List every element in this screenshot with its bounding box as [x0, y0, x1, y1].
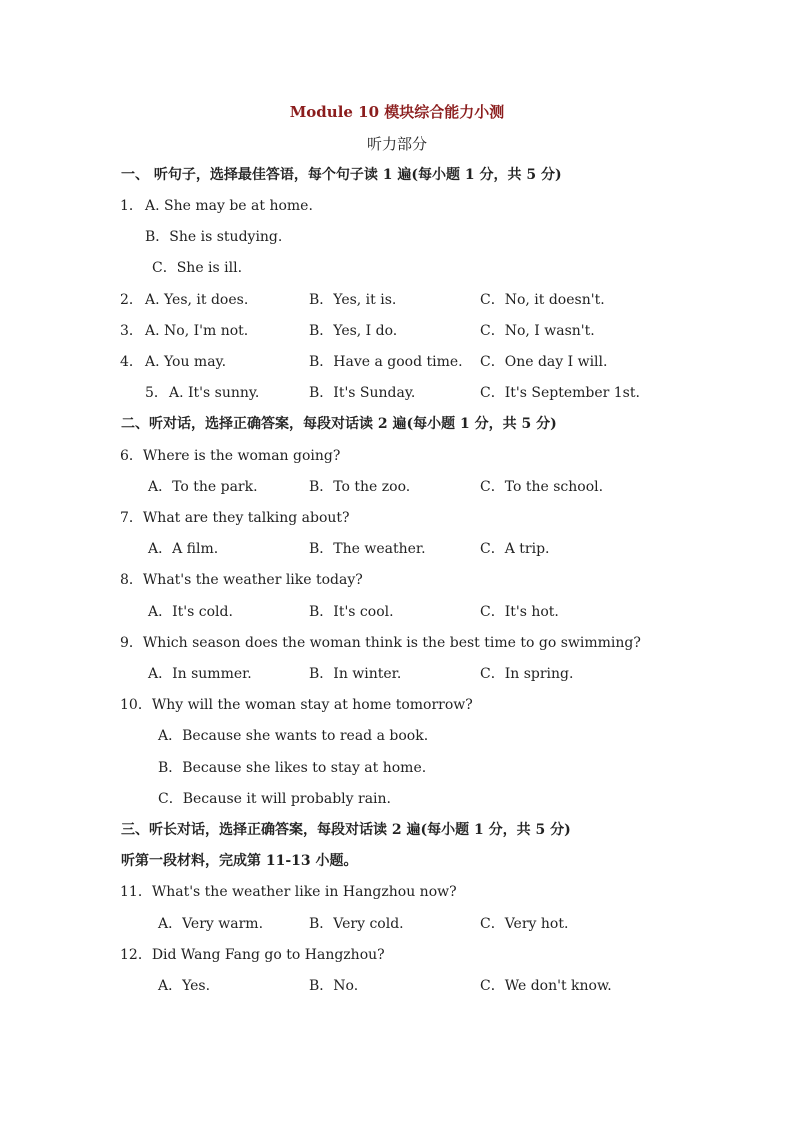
option-c: C．It's September 1st. [480, 385, 640, 401]
option-a: A. You may. [145, 354, 227, 370]
question-number: 2． [120, 292, 143, 308]
option-a: A. No, I'm not. [145, 323, 249, 339]
option-a: A. Yes, it does. [145, 292, 249, 308]
option-b: B．Have a good time. [309, 354, 463, 370]
question-6-stem: 6．Where is the woman going? [120, 448, 341, 464]
question-7-stem: 7．What are they talking about? [120, 510, 350, 526]
option-c: C．It's hot. [480, 604, 559, 620]
question-8-stem: 8．What's the weather like today? [120, 572, 363, 588]
option-b: B．It's Sunday. [309, 385, 416, 401]
section-3-note: 听第一段材料，完成第 11-13 小题。 [121, 853, 358, 869]
question-number: 1． [120, 198, 143, 214]
option-c: C．In spring. [480, 666, 574, 682]
option-c: C．To the school. [480, 479, 604, 495]
option-a: A. It's sunny. [169, 385, 260, 401]
option-a: A．Very warm. [158, 916, 264, 932]
option-c: C．One day I will. [480, 354, 608, 370]
option-a: A．It's cold. [148, 604, 233, 620]
option-a: A．To the park. [148, 479, 258, 495]
question-9-stem: 9．Which season does the woman think is the best time to go swimming? [120, 635, 641, 651]
page-subtitle: 听力部分 [366, 135, 427, 153]
question-number: 3． [120, 323, 143, 339]
option-c: C．No, I wasn't. [480, 323, 595, 339]
question-10-option-c: C．Because it will probably rain. [158, 791, 392, 807]
option-c: C．We don't know. [480, 978, 612, 994]
option-b: B．In winter. [309, 666, 402, 682]
option-b: B．Yes, I do. [309, 323, 398, 339]
option-c: C．Very hot. [480, 916, 569, 932]
section-2-heading: 二、听对话，选择正确答案，每段对话读 2 遍(每小题 1 分，共 5 分) [121, 416, 557, 432]
section-1-heading: 一、 听句子，选择最佳答语，每个句子读 1 遍(每小题 1 分，共 5 分) [121, 167, 562, 183]
option-a: A．In summer. [148, 666, 252, 682]
page-title: Module 10 模块综合能力小测 [289, 103, 505, 121]
option-b: B．To the zoo. [309, 479, 411, 495]
option-b: B．The weather. [309, 541, 426, 557]
question-11-stem: 11．What's the weather like in Hangzhou now? [120, 884, 457, 900]
question-number: 4． [120, 354, 143, 370]
question-number: 5． [145, 385, 168, 401]
question-12-stem: 12．Did Wang Fang go to Hangzhou? [120, 947, 385, 963]
option-a: A．Yes. [158, 978, 211, 994]
option-b: B．Very cold. [309, 916, 404, 932]
section-3-heading: 三、听长对话，选择正确答案，每段对话读 2 遍(每小题 1 分，共 5 分) [121, 822, 571, 838]
question-10-stem: 10．Why will the woman stay at home tomorrow? [120, 697, 473, 713]
option-b: B．She is studying. [145, 229, 283, 245]
option-c: C．No, it doesn't. [480, 292, 605, 308]
option-b: B．It's cool. [309, 604, 394, 620]
question-10-option-a: A．Because she wants to read a book. [158, 728, 429, 744]
option-c: C．A trip. [480, 541, 550, 557]
option-b: B．No. [309, 978, 359, 994]
question-10-option-b: B．Because she likes to stay at home. [158, 760, 427, 776]
option-a: A. She may be at home. [145, 198, 313, 214]
option-a: A．A film. [148, 541, 219, 557]
option-b: B．Yes, it is. [309, 292, 397, 308]
option-c: C．She is ill. [152, 260, 243, 276]
